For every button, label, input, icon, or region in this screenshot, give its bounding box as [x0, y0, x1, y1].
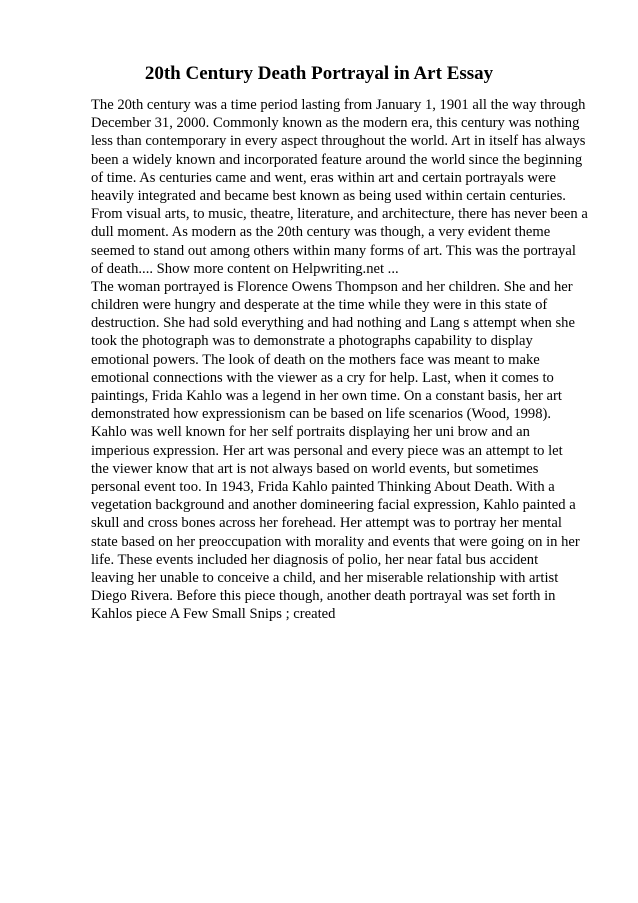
body-line: children were hungry and desperate at the time while they were in this state of — [91, 297, 548, 314]
body-line: The woman portrayed is Florence Owens Thompson and her children. She and her — [91, 278, 573, 295]
body-line: vegetation background and another domineering facial expression, Kahlo painted a — [91, 497, 576, 514]
body-line: been a widely known and incorporated feature around the world since the beginning — [91, 151, 583, 168]
body-line: of time. As centuries came and went, eras within art and certain portrayals were — [91, 169, 556, 186]
body-line: the viewer know that art is not always based on world events, but sometimes — [91, 460, 539, 477]
body-line: personal event too. In 1943, Frida Kahlo painted Thinking About Death. With a — [91, 478, 555, 495]
body-line: emotional powers. The look of death on the mothers face was meant to make — [91, 351, 540, 368]
body-line: imperious expression. Her art was personal and every piece was an attempt to let — [91, 442, 563, 459]
body-line: skull and cross bones across her forehead. Her attempt was to portray her mental — [91, 515, 562, 532]
body-line: From visual arts, to music, theatre, literature, and architecture, there has never been a — [91, 206, 588, 223]
body-line: Diego Rivera. Before this piece though, another death portrayal was set forth in — [91, 588, 556, 605]
body-line: Kahlo was well known for her self portraits displaying her uni brow and an — [91, 424, 530, 441]
body-line: destruction. She had sold everything and had nothing and Lang s attempt when she — [91, 315, 575, 332]
document-title: 20th Century Death Portrayal in Art Essay — [144, 63, 494, 84]
document-body — [91, 96, 611, 623]
body-line: less than contemporary in every aspect throughout the world. Art in itself has always — [91, 133, 586, 150]
body-line: life. These events included her diagnosis of polio, her near fatal bus accident — [91, 551, 539, 568]
body-line: demonstrated how expressionism can be based on life scenarios (Wood, 1998). — [91, 406, 552, 423]
body-line: dull moment. As modern as the 20th century was though, a very evident theme — [91, 224, 551, 241]
body-line: Kahlos piece A Few Small Snips ; created — [91, 606, 336, 623]
body-line: paintings, Frida Kahlo was a legend in her own time. On a constant basis, her art — [91, 388, 562, 404]
body-line: leaving her unable to conceive a child, and her miserable relationship with artist — [91, 569, 559, 586]
body-line: of death.... Show more content on Helpwriting.net ... — [91, 260, 399, 277]
body-line: emotional connections with the viewer as a cry for help. Last, when it comes to — [91, 369, 554, 386]
body-line: seemed to stand out among others within many forms of art. This was the portrayal — [91, 242, 576, 259]
body-line: heavily integrated and became best known as being used within certain centuries. — [91, 187, 566, 204]
body-line: took the photograph was to demonstrate a photographs capability to display — [91, 333, 533, 350]
body-line: The 20th century was a time period lasting from January 1, 1901 all the way through — [91, 97, 586, 113]
body-line: December 31, 2000. Commonly known as the modern era, this century was nothing — [91, 115, 580, 132]
body-line: state based on her preoccupation with morality and events that were going on in her — [91, 533, 580, 550]
